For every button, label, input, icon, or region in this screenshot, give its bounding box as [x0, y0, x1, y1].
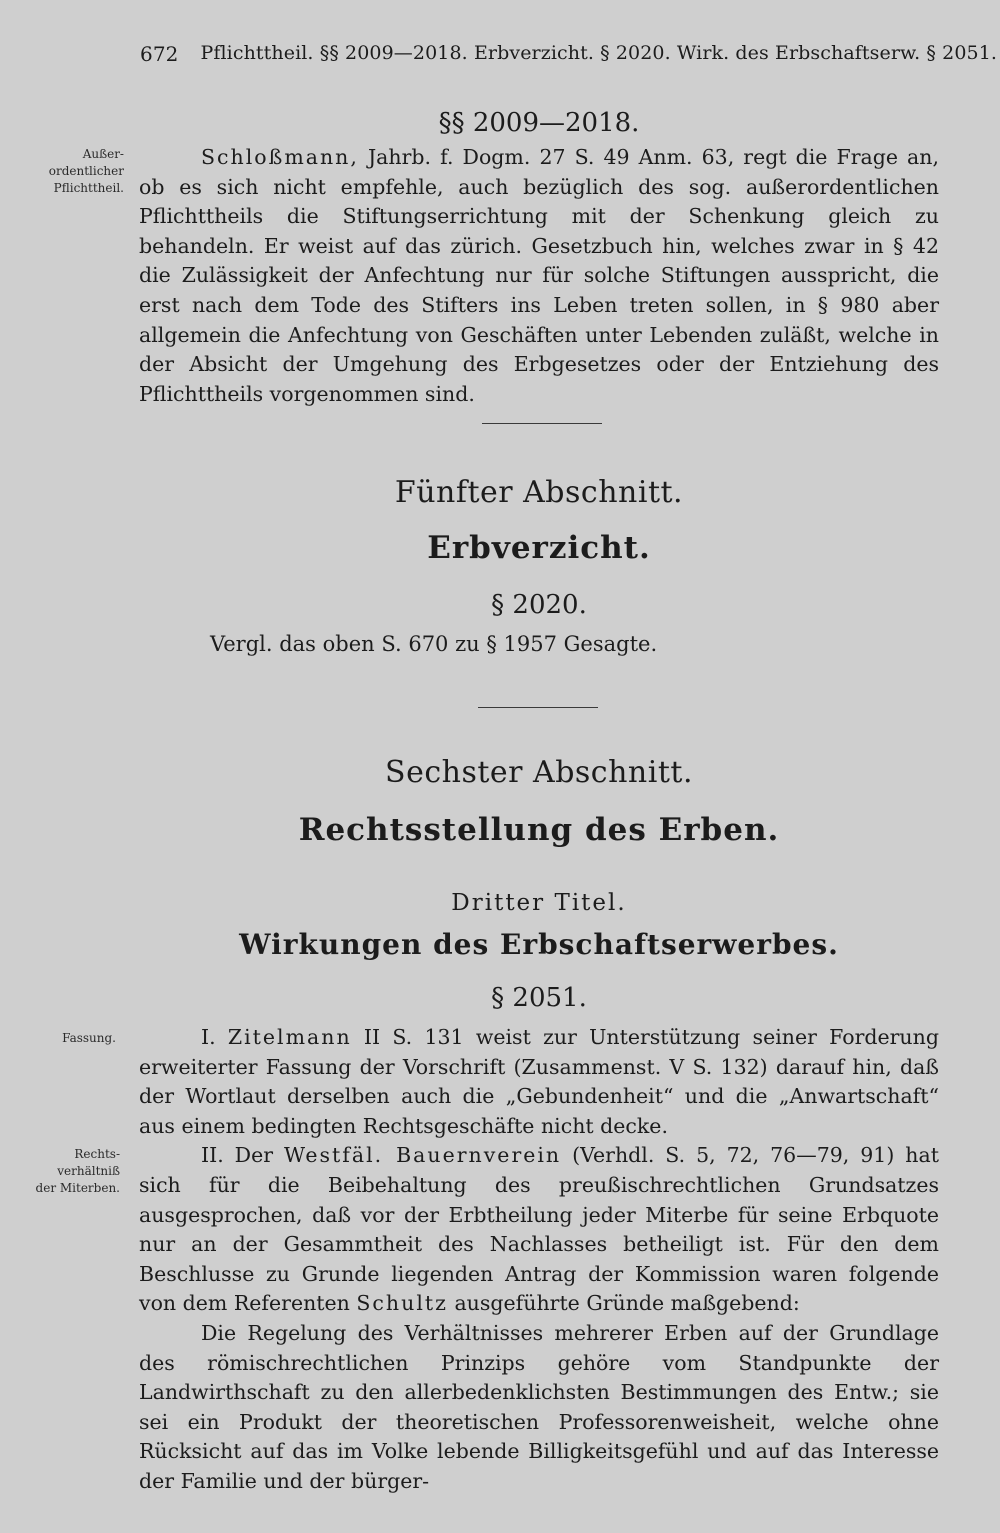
author-name: Zitelmann	[227, 1025, 352, 1049]
referent-name: Schultz	[356, 1291, 448, 1316]
section-heading-2051: § 2051.	[491, 983, 587, 1013]
titel-heading: Dritter Titel.	[451, 890, 627, 916]
page-number: 672	[140, 42, 179, 66]
paragraph-lead: II. Der	[201, 1143, 274, 1168]
section-heading-2009: §§ 2009—2018.	[438, 108, 640, 138]
section-2051-body	[139, 1023, 939, 1497]
paragraph-tail: ausgeführte Gründe maßgebend:	[454, 1291, 800, 1316]
abschnitt-title-5: Erbverzicht.	[427, 530, 651, 566]
paragraph-regelung	[139, 1319, 939, 1497]
abschnitt-title-6: Rechtsstellung des Erben.	[298, 812, 780, 848]
author-name: Schloßmann,	[201, 145, 359, 169]
cross-reference: Vergl. das oben S. 670 zu § 1957 Gesagte.	[210, 632, 658, 656]
abschnitt-heading-5: Fünfter Abschnitt.	[394, 475, 684, 510]
margin-note-pflichttheil: Außer-ordentlicher Pflichttheil.	[48, 147, 124, 195]
paragraph-bauernverein	[139, 1141, 939, 1319]
paragraph-schlossmann	[139, 143, 939, 409]
organization-name: Westfäl. Bauernverein	[283, 1143, 562, 1168]
abschnitt-heading-6: Sechster Abschnitt.	[385, 755, 693, 790]
titel-subtitle: Wirkungen des Erbschaftserwerbes.	[239, 928, 839, 961]
divider	[482, 423, 602, 424]
paragraph-body: II S. 131 weist zur Unterstützung seiner Forderung erweiterter Fassung der Vorschrift (Zusammenst. V S. 132) darauf hin, daß der Wortlaut derselben auch die „Gebundenheit“ und die „Anwartschaft“ aus einem bedingten Rechtsgeschäfte nicht decke.	[139, 1025, 939, 1138]
paragraph-text	[139, 143, 939, 409]
running-title: Pflichttheil. §§ 2009—2018. Erbverzicht. § 2020. Wirk. des Erbschaftserw. § 2051.	[200, 42, 998, 64]
margin-note-rechtsverhaeltniss: Rechts-verhältniß der Miterben.	[35, 1147, 120, 1195]
paragraph-lead: I.	[201, 1025, 216, 1049]
paragraph-zitelmann	[139, 1023, 939, 1141]
divider	[478, 707, 598, 708]
paragraph-body: Die Regelung des Verhältnisses mehrerer Erben auf der Grundlage des römischrechtlichen Prinzips gehöre vom Standpunkte der Landwirthschaft zu den allerbedenklichsten Bestimmungen des Entw.; sie sei ein Produkt der theoretischen Professorenweisheit, welche ohne Rücksicht auf das im Volke lebende Billigkeitsgefühl und auf das Interesse der Familie und der bürger-	[139, 1320, 939, 1493]
margin-note-fassung: Fassung.	[62, 1031, 116, 1045]
paragraph-body: (Verhdl. S. 5, 72, 76—79, 91) hat sich für die Beibehaltung des preußischrechtlichen Grundsatzes ausgesprochen, daß vor der Erbtheilung jeder Miterbe für seine Erbquote nur an der Gesammtheit des Nachlasses betheiligt ist. Für den dem Beschlusse zu Grunde liegenden Antrag der Kommission waren folgende von dem Referenten	[139, 1143, 939, 1316]
paragraph-body: Jahrb. f. Dogm. 27 S. 49 Anm. 63, regt die Frage an, ob es sich nicht empfehle, auch bezüglich des sog. außerordentlichen Pflichttheils die Stiftungserrichtung mit der Schenkung gleich zu behandeln. Er weist auf das zürich. Gesetzbuch hin, welches zwar in § 42 die Zulässigkeit der Anfechtung nur für solche Stiftungen ausspricht, die erst nach dem Tode des Stifters ins Leben treten sollen, in § 980 aber allgemein die Anfechtung von Geschäften unter Lebenden zuläßt, welche in der Absicht der Umgehung des Erbgesetzes oder der Entziehung des Pflichttheils vorgenommen sind.	[139, 145, 939, 406]
running-header	[140, 42, 998, 66]
section-heading-2020: § 2020.	[491, 590, 587, 620]
